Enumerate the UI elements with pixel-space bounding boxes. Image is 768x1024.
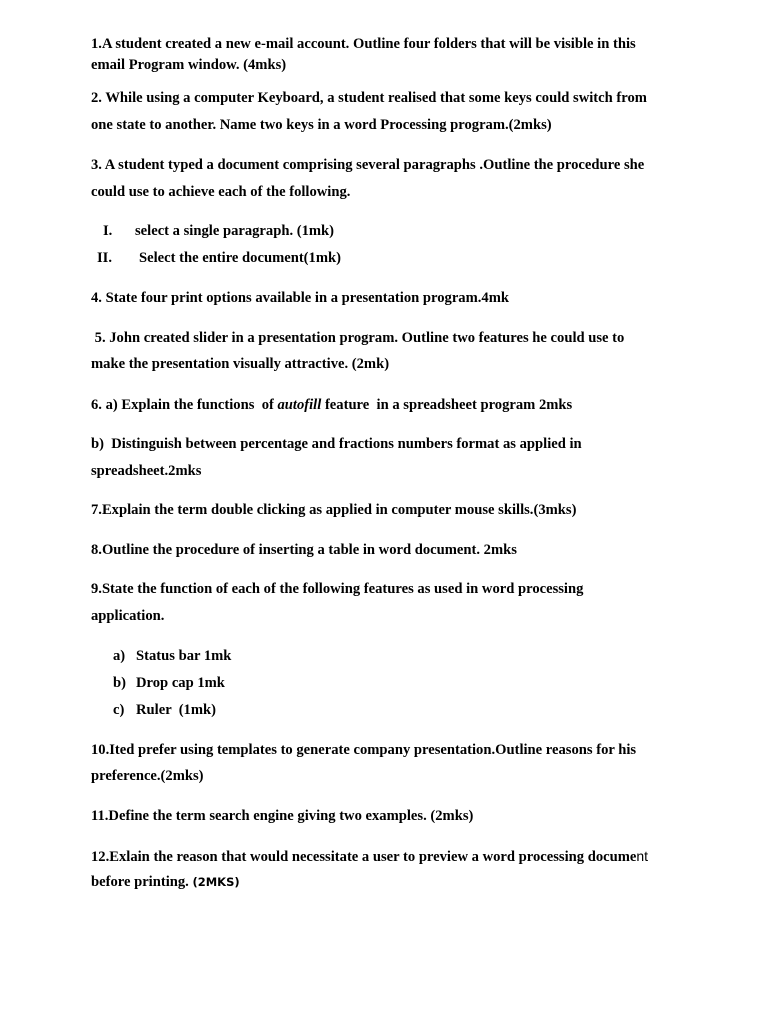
question-12-marks: (2MKS) <box>192 875 240 889</box>
question-7-line-1: 7.Explain the term double clicking as applied in computer mouse skills.(3mks) <box>91 502 577 518</box>
question-9-line-2: application. <box>91 608 165 624</box>
question-1-line-2: email Program window. (4mks) <box>91 57 287 73</box>
question-9-item-b-text: Drop cap 1mk <box>136 675 225 691</box>
question-10-line-1: 10.Ited prefer using templates to generate company presentation.Outline reasons for his <box>91 742 637 758</box>
question-9-item-c-marker: c) <box>113 702 125 718</box>
question-12-line-2 <box>91 872 691 892</box>
question-6a-line <box>91 395 691 415</box>
question-2-line-2: one state to another. Name two keys in a word Processing program.(2mks) <box>91 117 552 133</box>
question-12-line-2-main: before printing. <box>91 874 193 890</box>
question-2-line-1: 2. While using a computer Keyboard, a student realised that some keys could switch from <box>91 90 647 106</box>
question-9-item-b-marker: b) <box>113 675 126 691</box>
question-6a-suffix: feature in a spreadsheet program 2mks <box>321 397 573 413</box>
question-11-line-1: 11.Define the term search engine giving two examples. (2mks) <box>91 808 474 824</box>
question-12-line-1-tail: nt <box>636 848 649 864</box>
question-6a-prefix: 6. a) Explain the functions of <box>91 397 278 413</box>
question-1-line-1: 1.A student created a new e-mail account. Outline four folders that will be visible in this <box>91 36 636 52</box>
question-5-line-2: make the presentation visually attractive. (2mk) <box>91 356 390 372</box>
question-8-line-1: 8.Outline the procedure of inserting a table in word document. 2mks <box>91 542 517 558</box>
question-9-item-c-text: Ruler (1mk) <box>136 702 216 718</box>
question-3-item-1-marker: I. <box>103 223 113 239</box>
question-3-line-1: 3. A student typed a document comprising several paragraphs .Outline the procedure she <box>91 157 645 173</box>
question-4-line-1: 4. State four print options available in a presentation program.4mk <box>91 290 509 306</box>
question-5-line-1: 5. John created slider in a presentation program. Outline two features he could use to <box>91 330 625 346</box>
question-9-line-1: 9.State the function of each of the following features as used in word processing <box>91 581 584 597</box>
question-6b-line-1: b) Distinguish between percentage and fractions numbers format as applied in <box>91 436 582 452</box>
question-3-item-2-marker: II. <box>97 250 113 266</box>
question-9-item-a-marker: a) <box>113 648 126 664</box>
question-10-line-2: preference.(2mks) <box>91 768 204 784</box>
question-3-item-1-text: select a single paragraph. (1mk) <box>135 223 335 239</box>
question-12-line-1 <box>91 846 691 867</box>
question-3-item-2-text: Select the entire document(1mk) <box>139 250 341 266</box>
question-12-line-1-main: 12.Exlain the reason that would necessitate a user to preview a word processing docume <box>91 849 637 865</box>
question-6b-line-2: spreadsheet.2mks <box>91 463 202 479</box>
question-3-line-2: could use to achieve each of the following. <box>91 184 351 200</box>
question-9-item-a-text: Status bar 1mk <box>136 648 232 664</box>
question-6a-autofill-term: autofill <box>277 397 322 413</box>
